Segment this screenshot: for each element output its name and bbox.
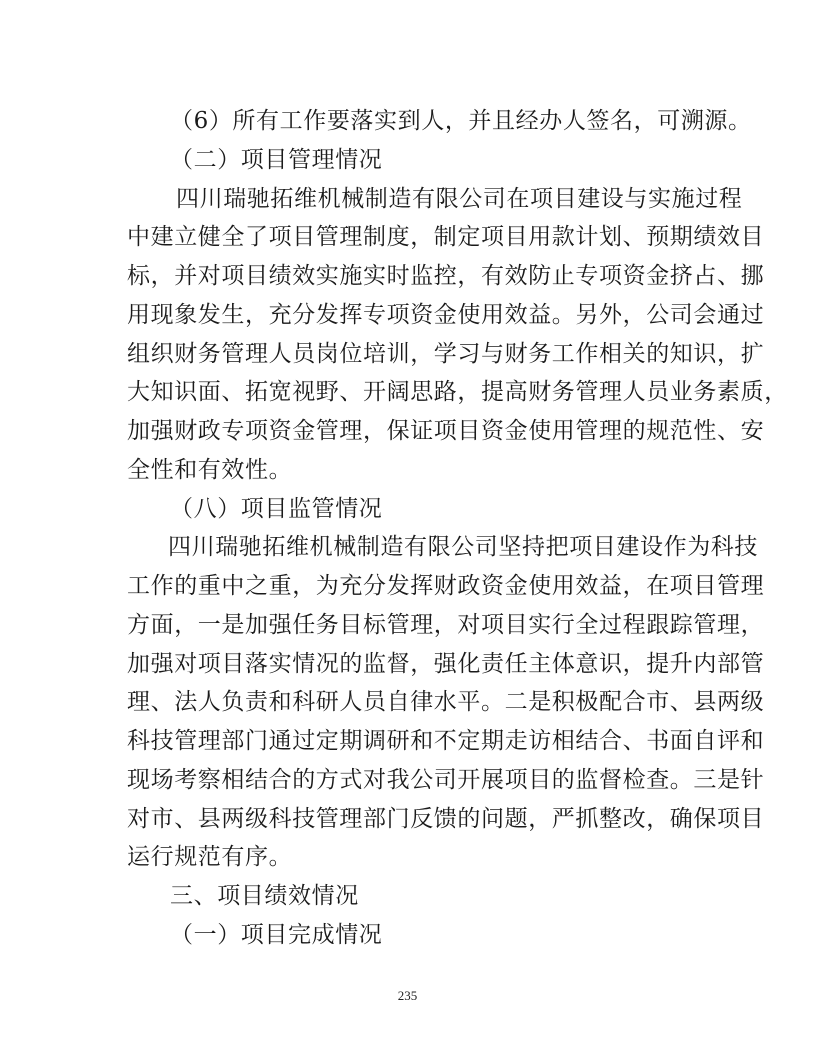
section-heading: （一）项目完成情况 xyxy=(170,922,383,948)
section-heading: 三、项目绩效情况 xyxy=(170,883,359,909)
section-heading: （八）项目监管情况 xyxy=(170,496,383,522)
text-line: 标，并对项目绩效实施实时监控，有效防止专项资金挤占、挪 xyxy=(127,263,765,289)
text-line: 理、法人负责和科研人员自律水平。二是积极配合市、县两级 xyxy=(127,689,765,715)
text-line: 现场考察相结合的方式对我公司开展项目的监督检查。三是针 xyxy=(127,767,765,793)
section-heading: （二）项目管理情况 xyxy=(170,147,383,173)
text-line: （6）所有工作要落实到人，并且经办人签名，可溯源。 xyxy=(170,108,752,134)
text-line: 中建立健全了项目管理制度，制定项目用款计划、预期绩效目 xyxy=(127,224,765,250)
text-line: 对市、县两级科技管理部门反馈的问题，严抓整改，确保项目 xyxy=(127,806,765,832)
text-line: 运行规范有序。 xyxy=(127,844,293,870)
text-line: 四川瑞驰拓维机械制造有限公司在项目建设与实施过程 xyxy=(176,186,743,212)
text-line: 加强财政专项资金管理，保证项目资金使用管理的规范性、安 xyxy=(127,418,765,444)
text-line: 方面，一是加强任务目标管理，对项目实行全过程跟踪管理， xyxy=(127,612,765,638)
text-line: 加强对项目落实情况的监督，强化责任主体意识，提升内部管 xyxy=(127,651,765,677)
text-line: 全性和有效性。 xyxy=(127,457,293,483)
text-line: 四川瑞驰拓维机械制造有限公司坚持把项目建设作为科技 xyxy=(168,534,758,560)
page-number: 235 xyxy=(397,988,418,1003)
text-line: 组织财务管理人员岗位培训，学习与财务工作相关的知识，扩 xyxy=(127,341,765,367)
text-line: 工作的重中之重，为充分发挥财政资金使用效益，在项目管理 xyxy=(127,573,765,599)
text-line: 大知识面、拓宽视野、开阔思路，提高财务管理人员业务素质， xyxy=(127,379,788,405)
text-line: 用现象发生，充分发挥专项资金使用效益。另外，公司会通过 xyxy=(127,302,765,328)
text-line: 科技管理部门通过定期调研和不定期走访相结合、书面自评和 xyxy=(127,728,765,754)
